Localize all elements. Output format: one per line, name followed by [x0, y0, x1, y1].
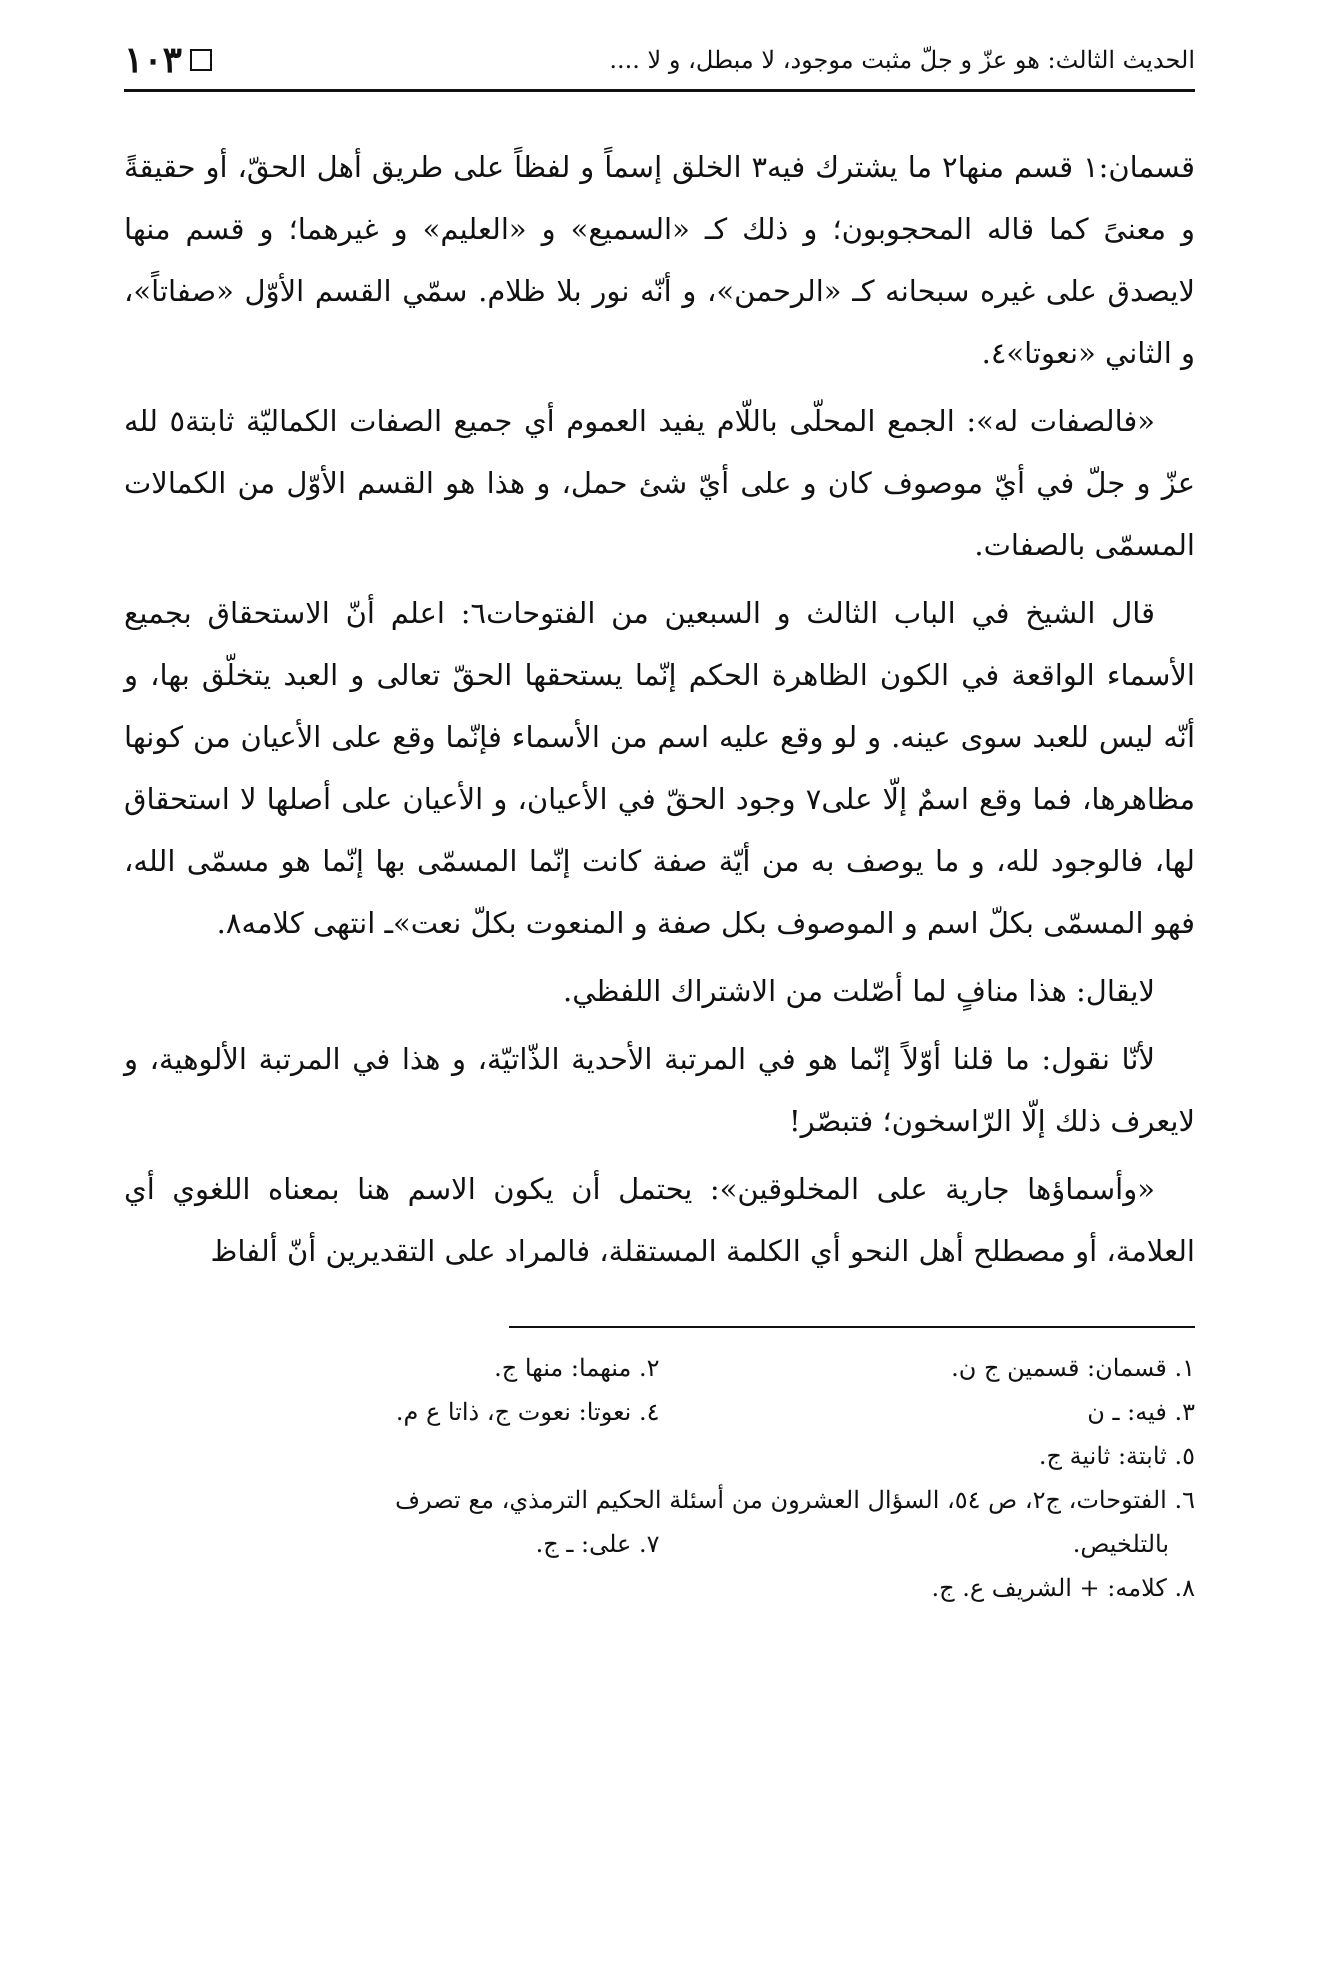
footnote-row	[124, 1434, 1195, 1478]
paragraph-4: لايقال: هذا منافٍ لما أصّلت من الاشتراك اللفظي.	[563, 974, 1155, 1008]
footnote-8: ٨. كلامه: + الشريف ع. ج.	[931, 1574, 1195, 1602]
footnote-7: ٧. على: ـ ج.	[535, 1530, 660, 1558]
footnote-row	[124, 1566, 1195, 1610]
paragraph-6: «وأسماؤها جارية على المخلوقين»: يحتمل أن يكون الاسم هنا بمعناه اللغوي أي العلامة، أو مصطلح أهل النحو أي الكلمة المستقلة، فالمراد على التقديرين أنّ ألفاظ	[124, 1172, 1195, 1268]
footnote-4: ٤. نعوتا: نعوت ج، ذاتا ع م.	[395, 1398, 660, 1426]
paragraph-1: قسمان:١ قسم منها٢ ما يشترك فيه٣ الخلق إسماً و لفظاً على طريق أهل الحقّ، أو حقيقةً و معنىً كما قاله المحجوبون؛ و ذلك كـ «السميع» و «العليم» و غيرهما؛ و قسم منها لايصدق على غيره سبحانه كـ «الرحمن»، و أنّه نور بلا ظلام. سمّي القسم الأوّل «صفاتاً»، و الثاني «نعوتا»٤.	[124, 150, 1195, 370]
page-number: ١٠٣	[124, 38, 183, 81]
footnote-row	[124, 1390, 1195, 1434]
header-title: الحديث الثالث: هو عزّ و جلّ مثبت موجود، لا مبطل، و لا ....	[609, 45, 1195, 74]
footnote-1: ١. قسمان: قسمين ج ن.	[951, 1354, 1195, 1382]
footnote-2: ٢. منهما: منها ج.	[494, 1354, 660, 1382]
paragraph-5: لأنّا نقول: ما قلنا أوّلاً إنّما هو في المرتبة الأحدية الذّاتيّة، و هذا في المرتبة الألوهية، و لايعرف ذلك إلّا الرّاسخون؛ فتبصّر!	[124, 1042, 1195, 1138]
footnote-separator	[509, 1326, 1195, 1328]
header-box-icon	[190, 49, 212, 71]
paragraph-3: قال الشيخ في الباب الثالث و السبعين من الفتوحات٦: اعلم أنّ الاستحقاق بجميع الأسماء الواقعة في الكون الظاهرة الحكم إنّما يستحقها الحقّ تعالى و العبد يتخلّق بها، و أنّه ليس للعبد سوى عينه. و لو وقع عليه اسم من الأسماء فإنّما وقع على الأعيان من كونها مظاهرها، فما وقع اسمٌ إلّا على٧ وجود الحقّ في الأعيان، و الأعيان على أصلها لا استحقاق لها، فالوجود لله، و ما يوصف به من أيّة صفة كانت إنّما المسمّى بها إنّما هو مسمّى الله، فهو المسمّى بكلّ اسم و الموصوف بكل صفة و المنعوت بكلّ نعت»ـ انتهى كلامه٨.	[124, 596, 1195, 940]
footnote-5: ٥. ثابتة: ثانية ج.	[1038, 1442, 1195, 1470]
footnote-3: ٣. فيه: ـ ن	[1087, 1398, 1195, 1426]
paragraph-2: «فالصفات له»: الجمع المحلّى باللّام يفيد العموم أي جميع الصفات الكماليّة ثابتة٥ لله عزّ و جلّ في أيّ موصوف كان و على أيّ شئ حمل، و هذا هو القسم الأوّل من الكمالات المسمّى بالصفات.	[124, 404, 1195, 562]
footnote-row	[124, 1346, 1195, 1390]
footnote-6-continuation: بالتلخيص.	[1072, 1530, 1169, 1558]
footnotes	[124, 1346, 1195, 1610]
footnote-row	[124, 1522, 1195, 1566]
footnote-6: ٦. الفتوحات، ج٢، ص ٥٤، السؤال العشرون من أسئلة الحكيم الترمذي، مع تصرف	[395, 1486, 1195, 1514]
main-text	[124, 136, 1195, 1282]
running-header	[124, 36, 1195, 92]
